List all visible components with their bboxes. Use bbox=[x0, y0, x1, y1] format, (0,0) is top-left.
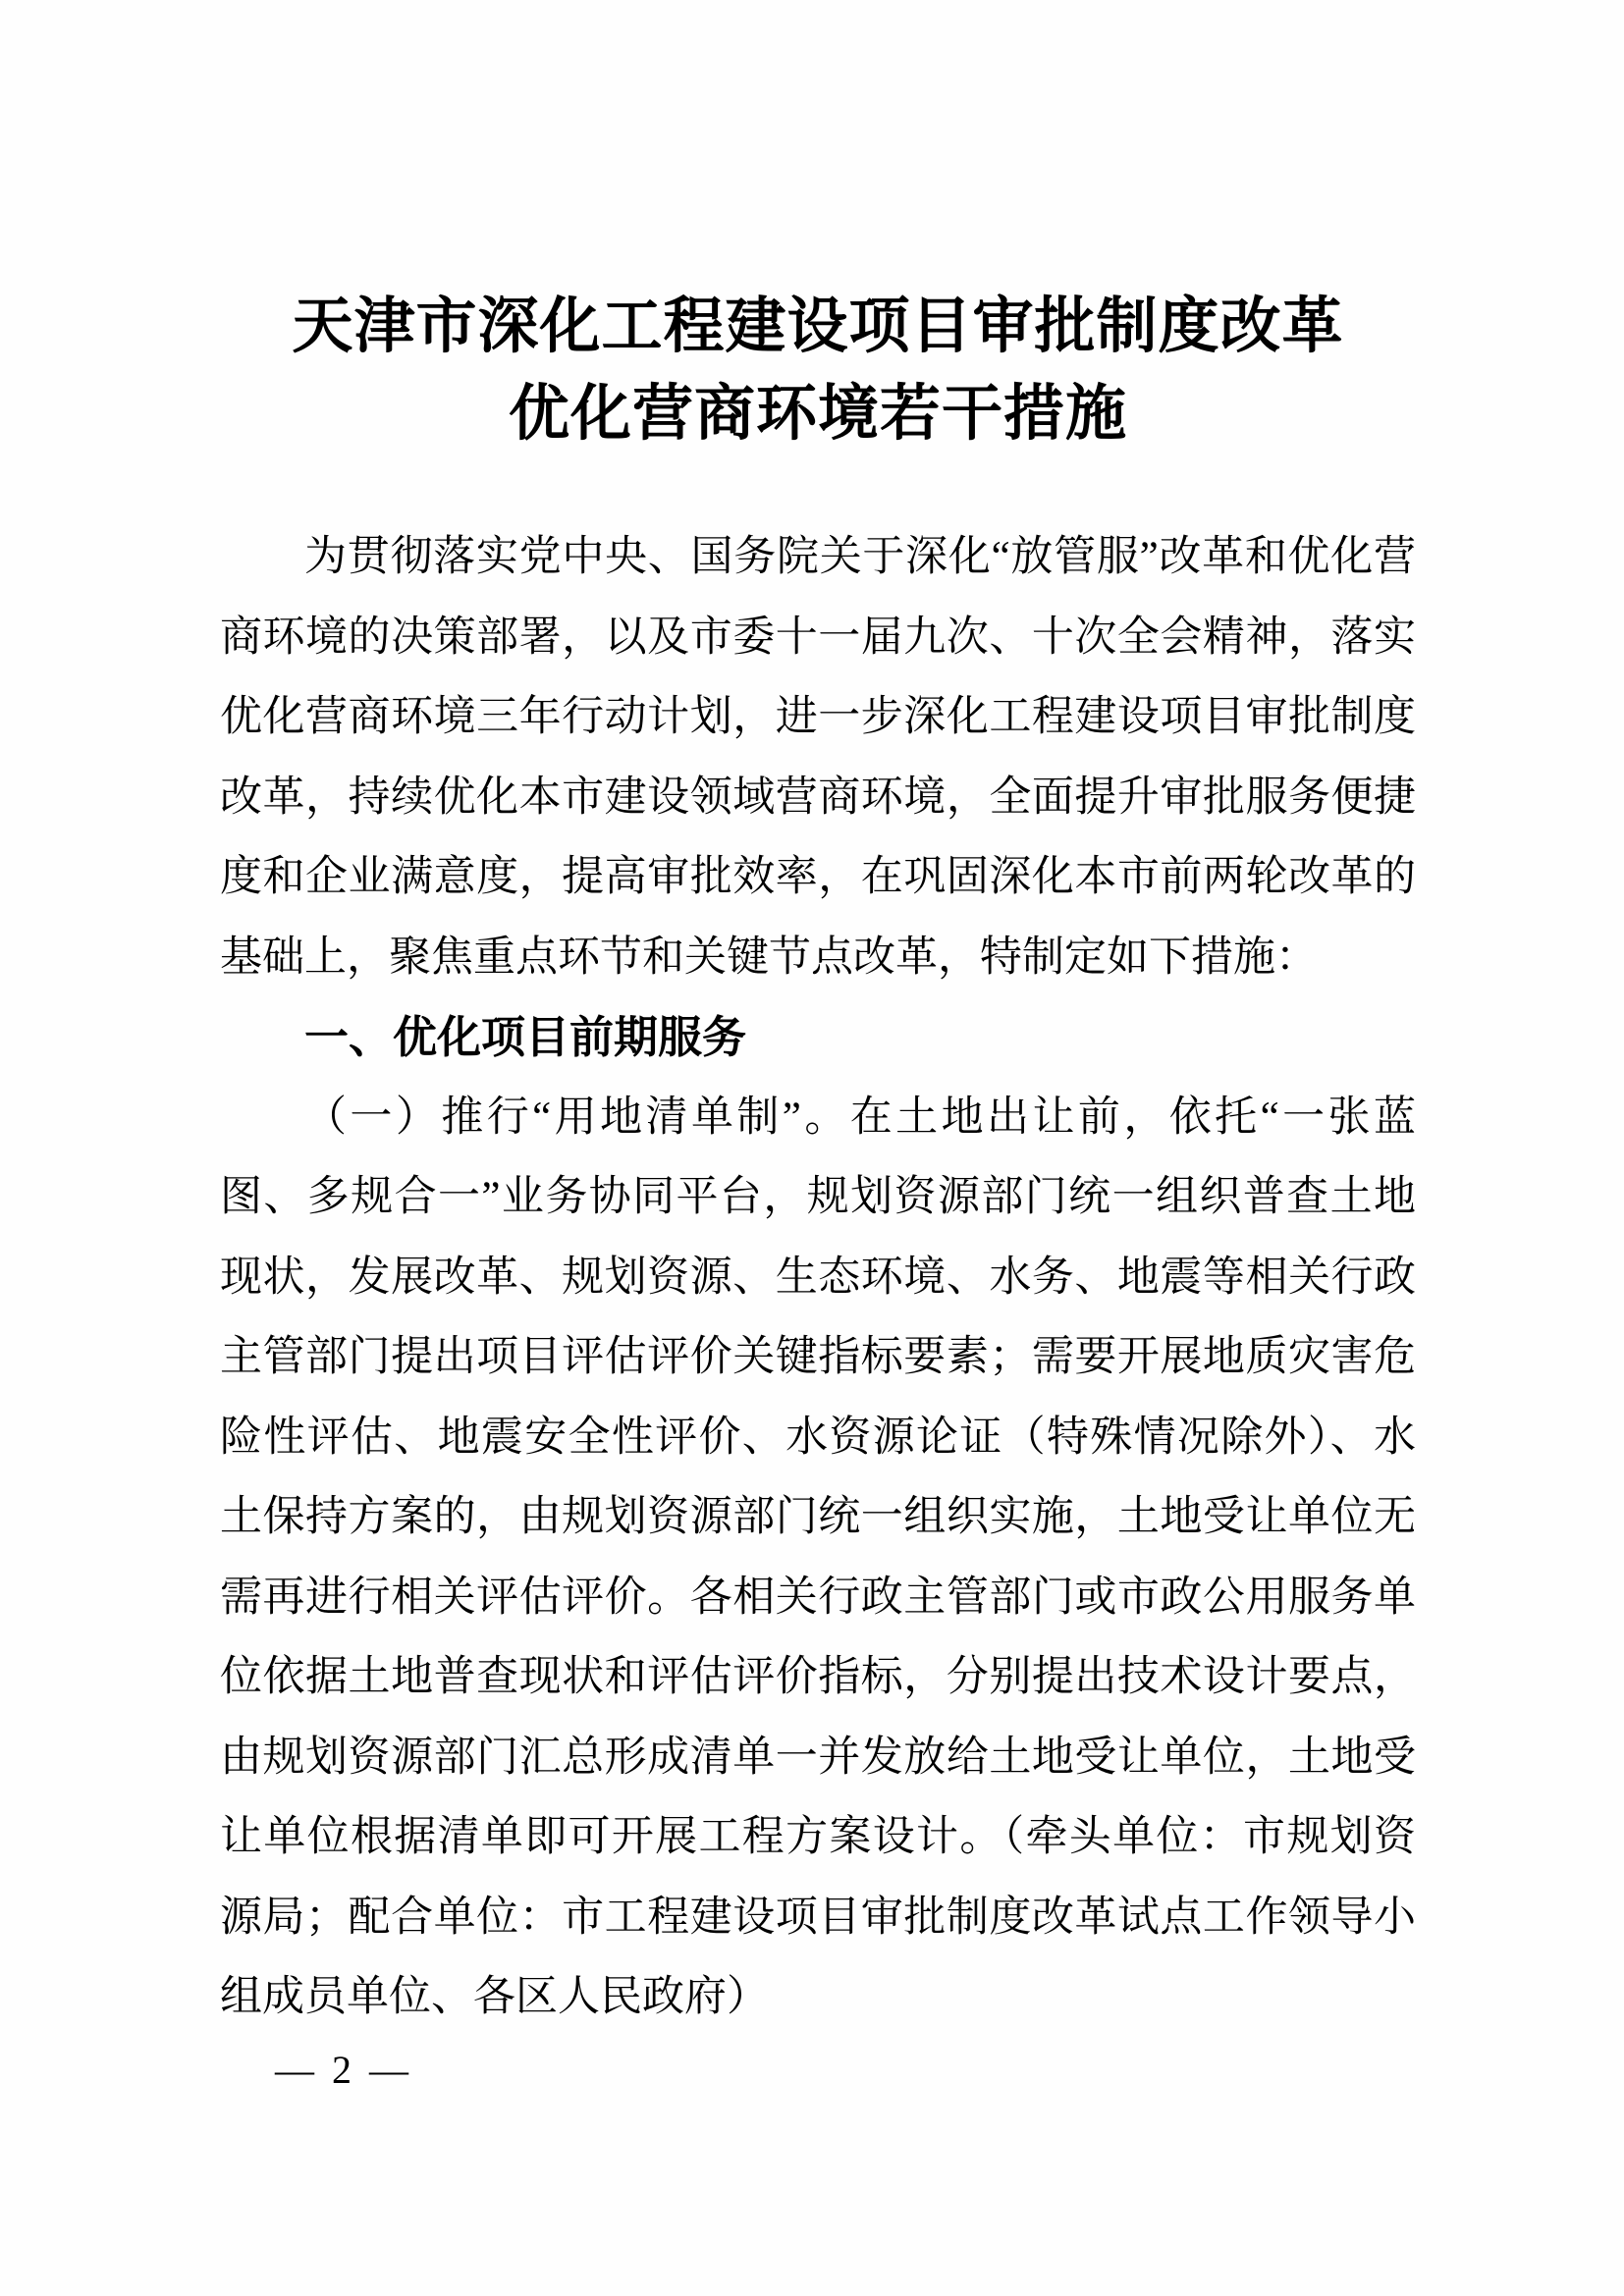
page-number: — 2 — bbox=[275, 2047, 412, 2092]
document-body bbox=[220, 284, 1416, 2109]
document-title-line-2: 优化营商环境若干措施 bbox=[508, 381, 1127, 448]
document-title-line-1: 天津市深化工程建设项目审批制度改革 bbox=[292, 294, 1344, 360]
measure-1-paragraph: （一）推行“用地清单制”。在土地出让前，依托“一张蓝图、多规合一”业务协同平台，规划资源部门统一组织普查土地现状，发展改革、规划资源、生态环境、水务、地震等相关行政主管部门提出项目评估评价关键指标要素；需要开展地质灾害危险性评估、地震安全性评价、水资源论证（特殊情况除外）、水土保持方案的，由规划资源部门统一组织实施，土地受让单位无需再进行相关评估评价。各相关行政主管部门或市政公用服务单位依据土地普查现状和评估评价指标，分别提出技术设计要点，由规划资源部门汇总形成清单一并发放给土地受让单位，土地受让单位根据清单即可开展工程方案设计。（牵头单位：市规划资源局；配合单位：市工程建设项目审批制度改革试点工作领导小组成员单位、各区人民政府） bbox=[220, 1094, 1416, 2020]
intro-paragraph: 为贯彻落实党中央、国务院关于深化“放管服”改革和优化营商环境的决策部署，以及市委十一届九次、十次全会精神，落实优化营商环境三年行动计划，进一步深化工程建设项目审批制度改革，持续优化本市建设领域营商环境，全面提升审批服务便捷度和企业满意度，提高审批效率，在巩固深化本市前两轮改革的基础上，聚焦重点环节和关键节点改革，特制定如下措施： bbox=[220, 534, 1416, 981]
document-text bbox=[220, 517, 1416, 2109]
section-1-heading: 一、优化项目前期服务 bbox=[304, 1012, 747, 1062]
document-title bbox=[220, 284, 1416, 458]
